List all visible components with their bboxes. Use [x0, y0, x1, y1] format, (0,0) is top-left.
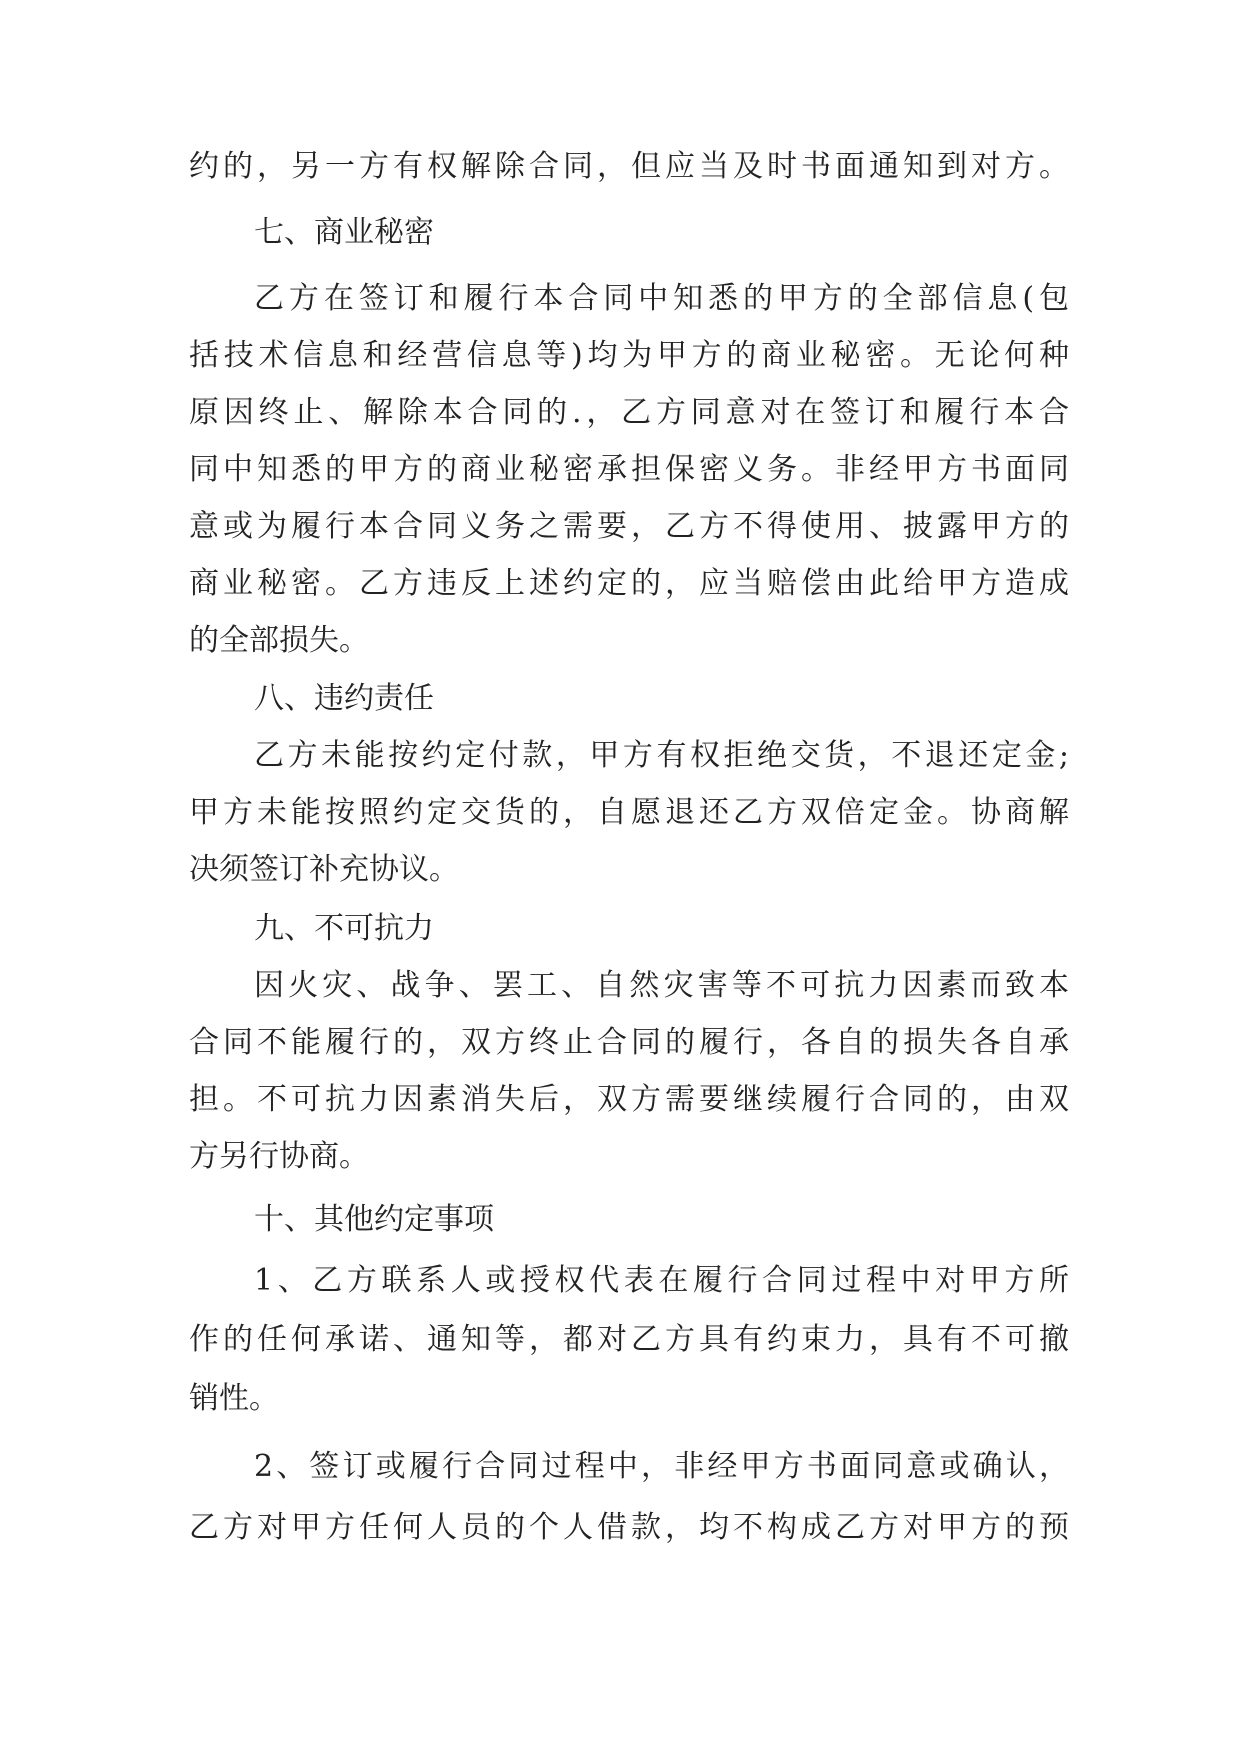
body-text-line: 商业秘密。乙方违反上述约定的，应当赔偿由此给甲方造成	[189, 566, 1069, 601]
section-heading: 九、不可抗力	[254, 911, 434, 946]
body-text-line: 担。不可抗力因素消失后，双方需要继续履行合同的，由双	[189, 1082, 1069, 1117]
section-heading: 八、违约责任	[254, 681, 434, 716]
body-text-line: 的全部损失。	[189, 623, 369, 658]
body-text-line: 作的任何承诺、通知等，都对乙方具有约束力，具有不可撤	[189, 1322, 1069, 1357]
body-text-line: 乙方未能按约定付款，甲方有权拒绝交货，不退还定金;	[254, 738, 1069, 773]
body-text-line: 1、乙方联系人或授权代表在履行合同过程中对甲方所	[254, 1263, 1069, 1298]
body-text-line: 因火灾、战争、罢工、自然灾害等不可抗力因素而致本	[254, 968, 1069, 1003]
body-text-line: 决须签订补充协议。	[189, 852, 459, 887]
body-text-line: 销性。	[189, 1381, 279, 1416]
body-text-line: 甲方未能按照约定交货的，自愿退还乙方双倍定金。协商解	[189, 795, 1069, 830]
section-heading: 十、其他约定事项	[254, 1202, 494, 1237]
body-text-line: 合同不能履行的，双方终止合同的履行，各自的损失各自承	[189, 1025, 1069, 1060]
body-text-line: 同中知悉的甲方的商业秘密承担保密义务。非经甲方书面同	[189, 452, 1069, 487]
section-heading: 七、商业秘密	[254, 215, 434, 250]
body-text-line: 方另行协商。	[189, 1139, 369, 1174]
body-text-line: 意或为履行本合同义务之需要，乙方不得使用、披露甲方的	[189, 509, 1069, 544]
body-text-line: 乙方在签订和履行本合同中知悉的甲方的全部信息(包	[254, 281, 1069, 316]
body-text-line: 2、签订或履行合同过程中，非经甲方书面同意或确认，	[254, 1449, 1069, 1484]
document-page	[189, 0, 1069, 1754]
body-text-line: 原因终止、解除本合同的.，乙方同意对在签订和履行本合	[189, 395, 1069, 430]
body-text-line: 乙方对甲方任何人员的个人借款，均不构成乙方对甲方的预	[189, 1510, 1069, 1545]
body-text-line: 约的，另一方有权解除合同，但应当及时书面通知到对方。	[189, 149, 1069, 184]
body-text-line: 括技术信息和经营信息等)均为甲方的商业秘密。无论何种	[189, 338, 1069, 373]
